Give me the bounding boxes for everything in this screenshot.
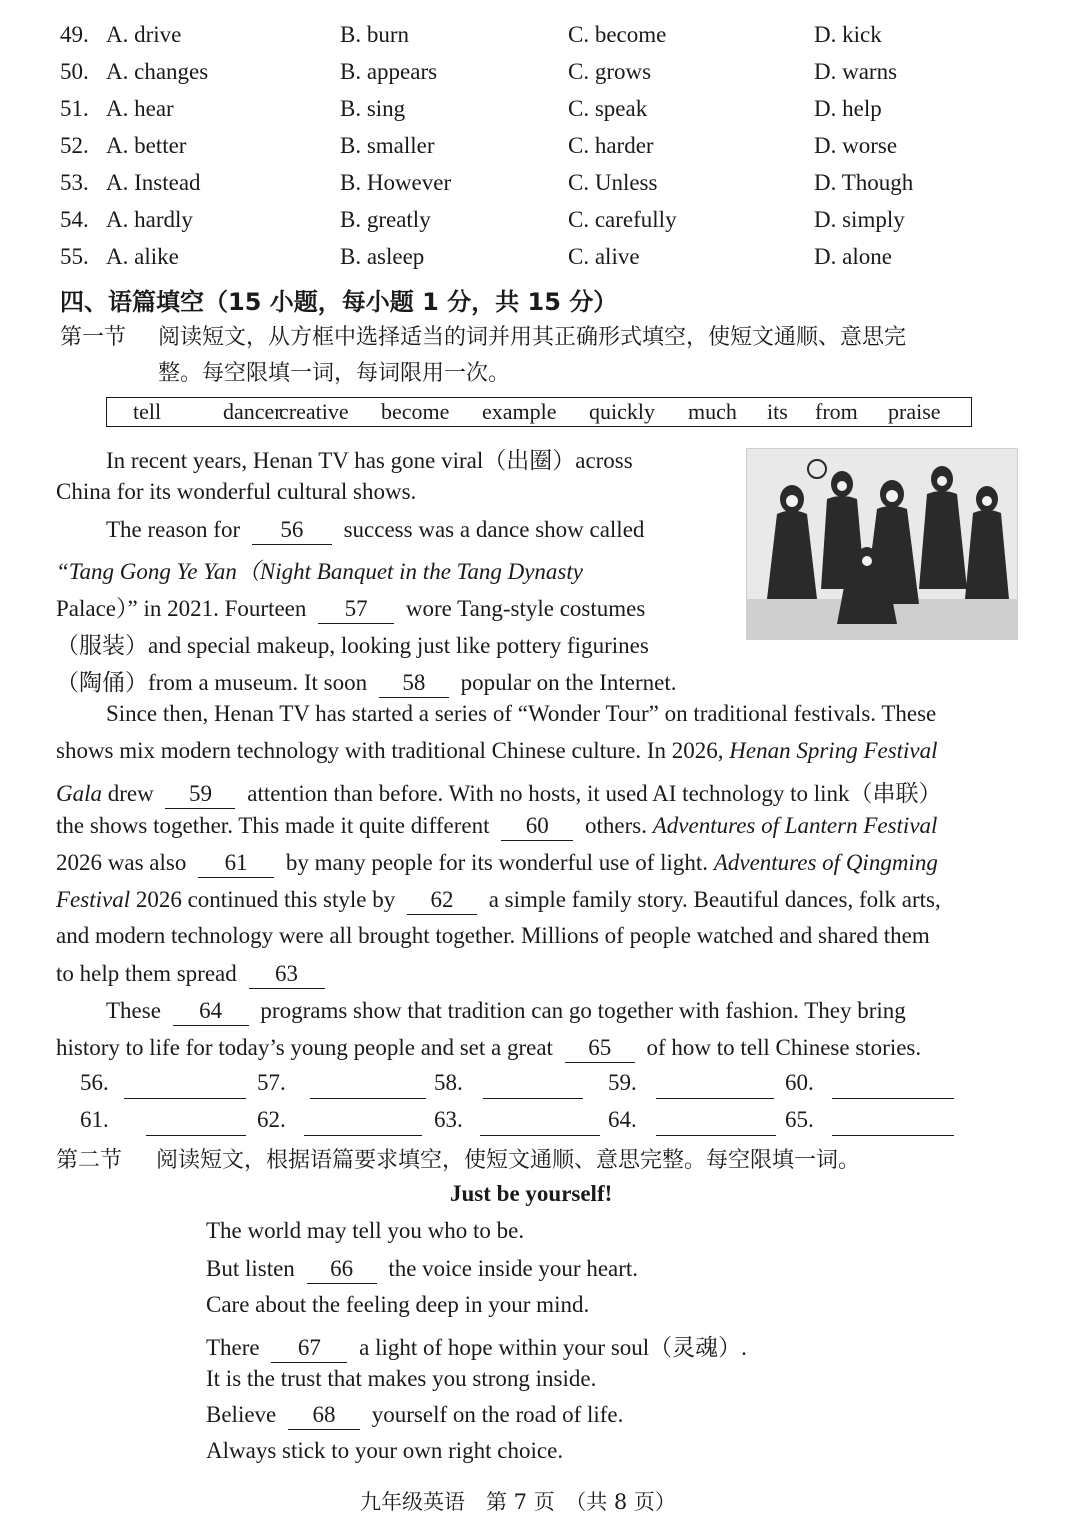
option-row <box>0 22 1080 58</box>
part1-label: 第一节 <box>60 325 127 350</box>
option-c[interactable]: C. grows <box>568 59 652 84</box>
passage-text: These <box>106 998 161 1023</box>
answer-number: 60. <box>785 1070 814 1095</box>
passage-line: and modern technology were all brought together. Millions of people watched and shared them <box>56 923 930 948</box>
passage-text: history to life for today’s young people and set a great <box>56 1035 553 1060</box>
blank-63[interactable]: 63 <box>249 960 325 989</box>
option-c[interactable]: C. harder <box>568 133 654 158</box>
passage-line <box>56 590 645 624</box>
word-item: dancer <box>223 399 282 424</box>
dancers-illustration-graphic <box>747 449 1017 639</box>
answer-line-65[interactable] <box>832 1113 954 1136</box>
option-b[interactable]: B. appears <box>340 59 438 84</box>
part2-label: 第二节 <box>56 1148 123 1173</box>
passage-text: others. <box>585 813 647 838</box>
option-d[interactable]: D. Though <box>814 170 914 195</box>
passage-line <box>56 775 942 809</box>
option-d[interactable]: D. simply <box>814 207 905 232</box>
part1-instruction-line2: 整。每空限填一词，每词限用一次。 <box>158 361 511 386</box>
question-number: 55. <box>60 244 89 269</box>
blank-67[interactable]: 67 <box>271 1334 347 1363</box>
poem-text: the voice inside your heart. <box>388 1256 639 1281</box>
question-number: 49. <box>60 22 89 47</box>
option-c[interactable]: C. alive <box>568 244 640 269</box>
passage-text: Adventures of Lantern Festival <box>652 813 938 838</box>
option-c[interactable]: C. become <box>568 22 667 47</box>
poem-line: Always stick to your own right choice. <box>206 1438 564 1463</box>
blank-68[interactable]: 68 <box>288 1401 360 1430</box>
poem-text: Believe <box>206 1402 277 1427</box>
blank-61[interactable]: 61 <box>198 849 274 878</box>
passage-line <box>106 997 906 1026</box>
blank-60[interactable]: 60 <box>501 812 573 841</box>
poem-line <box>206 1329 747 1363</box>
blank-57[interactable]: 57 <box>318 595 394 624</box>
passage-line <box>56 1034 921 1063</box>
word-box <box>106 397 972 427</box>
part2-instruction: 阅读短文，根据语篇要求填空，使短文通顺、意思完整。每空限填一词。 <box>156 1148 861 1173</box>
passage-text: by many people for its wonderful use of light. <box>285 850 709 875</box>
poem-line <box>206 1255 638 1284</box>
word-item: much <box>688 399 737 424</box>
poem-title: Just be yourself! <box>450 1181 613 1206</box>
passage-text: success was a dance show called <box>343 517 645 542</box>
passage-text: a simple family story. Beautiful dances, folk arts, <box>488 887 941 912</box>
passage-line <box>56 960 331 989</box>
word-item: creative <box>279 399 349 424</box>
passage-line <box>106 516 644 545</box>
passage-text: of how to tell Chinese stories. <box>646 1035 922 1060</box>
question-number: 50. <box>60 59 89 84</box>
passage-text: Palace）” in 2021. Fourteen <box>56 596 307 621</box>
passage-text: wore Tang-style costumes <box>405 596 646 621</box>
option-a[interactable]: A. hear <box>106 96 174 121</box>
poem-line: The world may tell you who to be. <box>206 1218 525 1243</box>
option-row <box>0 133 1080 169</box>
option-row <box>0 59 1080 95</box>
answer-line-60[interactable] <box>832 1076 954 1099</box>
section-heading: 四、语篇填空（15 小题，每小题 1 分，共 15 分） <box>60 288 618 316</box>
option-row <box>0 96 1080 132</box>
poem-text: yourself on the road of life. <box>371 1402 624 1427</box>
blank-66[interactable]: 66 <box>307 1255 377 1284</box>
passage-text: 2026 was also <box>56 850 187 875</box>
answer-number: 62. <box>257 1107 286 1132</box>
answer-number: 56. <box>80 1070 109 1095</box>
option-d[interactable]: D. kick <box>814 22 882 47</box>
option-b[interactable]: B. sing <box>340 96 406 121</box>
option-a[interactable]: A. alike <box>106 244 179 269</box>
option-a[interactable]: A. hardly <box>106 207 193 232</box>
option-a[interactable]: A. better <box>106 133 187 158</box>
option-row <box>0 207 1080 243</box>
passage-text: Adventures of Qingming <box>713 850 938 875</box>
passage-line <box>56 738 938 764</box>
passage-line <box>56 849 938 878</box>
passage-line <box>56 664 676 698</box>
question-number: 51. <box>60 96 89 121</box>
poem-line: Care about the feeling deep in your mind. <box>206 1292 590 1317</box>
question-number: 54. <box>60 207 89 232</box>
word-item: tell <box>133 399 162 424</box>
answer-number: 57. <box>257 1070 286 1095</box>
passage-text: drew <box>107 781 154 806</box>
option-d[interactable]: D. help <box>814 96 882 121</box>
passage-line: China for its wonderful cultural shows. <box>56 479 417 504</box>
word-item: example <box>482 399 557 424</box>
option-d[interactable]: D. warns <box>814 59 898 84</box>
option-row <box>0 170 1080 206</box>
answer-number: 64. <box>608 1107 637 1132</box>
poem-line: It is the trust that makes you strong inside. <box>206 1366 597 1391</box>
blank-58[interactable]: 58 <box>379 669 449 698</box>
blank-64[interactable]: 64 <box>173 997 249 1026</box>
blank-56[interactable]: 56 <box>252 516 332 545</box>
blank-59[interactable]: 59 <box>165 780 235 809</box>
option-a[interactable]: A. drive <box>106 22 182 47</box>
answer-line-63[interactable] <box>480 1113 600 1136</box>
option-a[interactable]: A. Instead <box>106 170 201 195</box>
word-item: quickly <box>589 399 655 424</box>
answer-line-56[interactable] <box>124 1076 246 1099</box>
answer-line-61[interactable] <box>146 1113 246 1136</box>
word-item: become <box>381 399 450 424</box>
passage-text: the shows together. This made it quite different <box>56 813 490 838</box>
answer-number: 65. <box>785 1107 814 1132</box>
passage-line: Since then, Henan TV has started a series of “Wonder Tour” on traditional festivals. These <box>106 701 937 726</box>
question-number: 52. <box>60 133 89 158</box>
answer-line-64[interactable] <box>656 1113 776 1136</box>
option-b[interactable]: B. burn <box>340 22 409 47</box>
answer-line-57[interactable] <box>310 1076 426 1099</box>
answer-number: 59. <box>608 1070 637 1095</box>
dancers-illustration <box>746 448 1018 640</box>
poem-text: a light of hope within your soul（灵魂）. <box>359 1335 747 1360</box>
word-item: praise <box>888 399 941 424</box>
option-b[interactable]: B. However <box>340 170 452 195</box>
passage-text: attention than before. With no hosts, it used AI technology to link（串联） <box>247 781 942 806</box>
question-number: 53. <box>60 170 89 195</box>
answer-number: 63. <box>434 1107 463 1132</box>
page-footer: 九年级英语 第 7 页 （共 8 页） <box>360 1490 676 1514</box>
option-d[interactable]: D. alone <box>814 244 892 269</box>
answer-line-59[interactable] <box>656 1076 774 1099</box>
passage-text: （陶俑）from a museum. It soon <box>56 670 368 695</box>
passage-line: “Tang Gong Ye Yan（Night Banquet in the Tang Dynasty <box>56 559 583 584</box>
answer-number: 58. <box>434 1070 463 1095</box>
passage-text: shows mix modern technology with traditional Chinese culture. In 2026, <box>56 738 724 763</box>
passage-line <box>56 886 941 915</box>
word-item: its <box>767 399 788 424</box>
passage-text: popular on the Internet. <box>460 670 677 695</box>
option-c[interactable]: C. speak <box>568 96 648 121</box>
option-b[interactable]: B. greatly <box>340 207 431 232</box>
option-b[interactable]: B. smaller <box>340 133 435 158</box>
poem-line <box>206 1401 623 1430</box>
passage-text: programs show that tradition can go together with fashion. They bring <box>260 998 906 1023</box>
answer-number: 61. <box>80 1107 109 1132</box>
part1-instruction-line1: 阅读短文，从方框中选择适当的词并用其正确形式填空，使短文通顺、意思完 <box>158 325 907 350</box>
answer-line-62[interactable] <box>304 1113 422 1136</box>
passage-text: to help them spread <box>56 961 237 986</box>
option-a[interactable]: A. changes <box>106 59 209 84</box>
option-row <box>0 244 1080 280</box>
blank-62[interactable]: 62 <box>407 886 477 915</box>
option-b[interactable]: B. asleep <box>340 244 425 269</box>
option-d[interactable]: D. worse <box>814 133 898 158</box>
passage-text: Gala <box>56 781 102 806</box>
passage-text: The reason for <box>106 517 241 542</box>
word-item: from <box>815 399 858 424</box>
passage-line <box>56 812 937 841</box>
poem-text: But listen <box>206 1256 295 1281</box>
passage-text: 2026 continued this style by <box>135 887 396 912</box>
passage-text: Henan Spring Festival <box>729 738 938 763</box>
poem-text: There <box>206 1335 260 1360</box>
answer-line-58[interactable] <box>483 1076 583 1099</box>
passage-text: Festival <box>56 887 131 912</box>
option-c[interactable]: C. Unless <box>568 170 658 195</box>
option-c[interactable]: C. carefully <box>568 207 677 232</box>
blank-65[interactable]: 65 <box>565 1034 635 1063</box>
passage-line: （服装）and special makeup, looking just like pottery figurines <box>56 633 649 658</box>
passage-line: In recent years, Henan TV has gone viral（出圈）across <box>106 448 633 473</box>
